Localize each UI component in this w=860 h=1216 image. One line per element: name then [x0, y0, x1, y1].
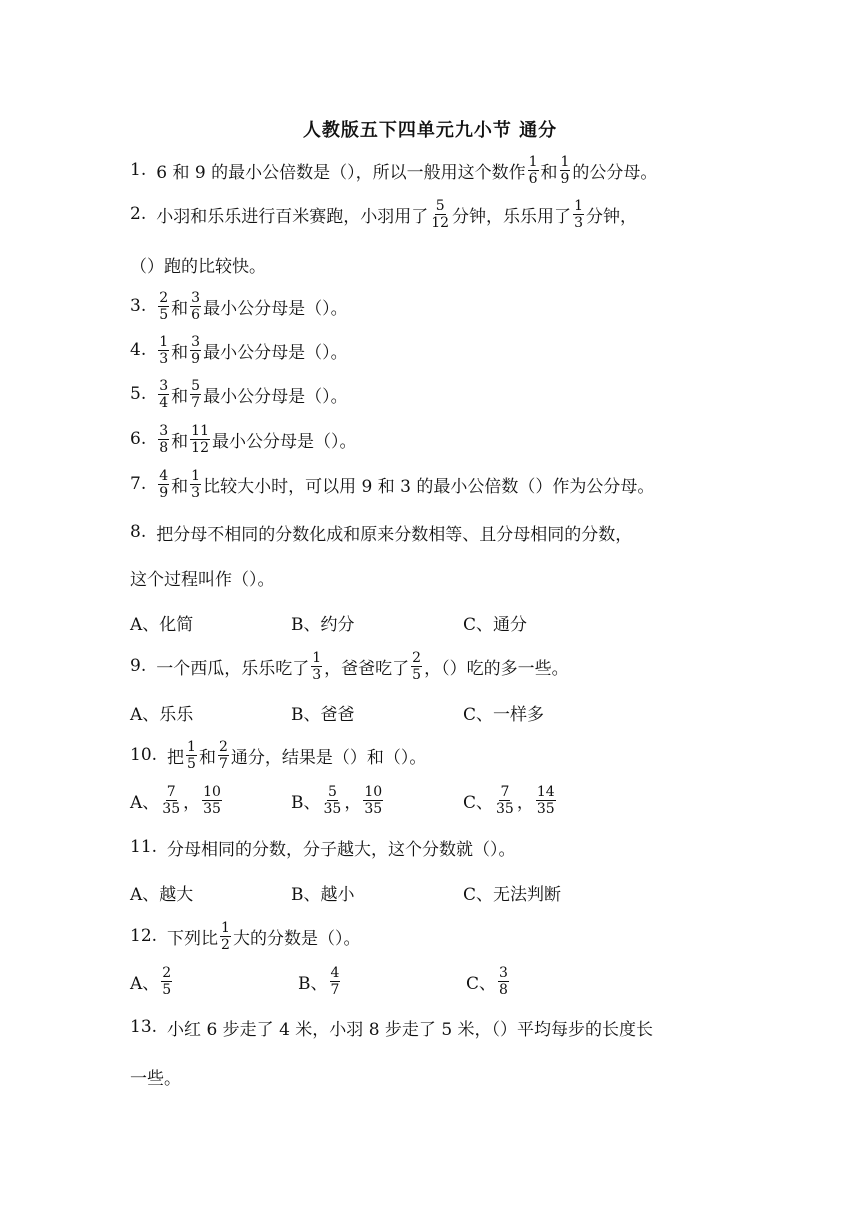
fraction: $\frac{14}{35}$	[536, 783, 555, 817]
fraction: $\frac{1}{3}$	[159, 333, 169, 367]
question-13-continuation: 一些。	[130, 1068, 181, 1089]
fraction: $\frac{1}{5}$	[187, 738, 196, 772]
option-a[interactable]: A、 $\frac{2}{5}$	[130, 964, 172, 998]
fraction: $\frac{1}{3}$	[312, 649, 322, 683]
fraction: $\frac{3}{8}$	[159, 422, 169, 456]
question-8-continuation: 这个过程叫作（）。	[130, 569, 275, 590]
fraction: $\frac{1}{2}$	[221, 919, 230, 953]
question-5: 5. $\frac{3}{4}$ 和 $\frac{5}{7}$ 最小公分母是（）。	[130, 377, 348, 411]
option-b[interactable]: B、约分	[291, 614, 355, 635]
question-2: 2. 小羽和乐乐进行百米赛跑，小羽用了 $\frac{5}{12}$ 分钟，乐乐用了 $\frac{1}{3}$ 分钟，	[130, 197, 637, 231]
question-4: 4. $\frac{1}{3}$ 和 $\frac{3}{9}$ 最小公分母是（）。	[130, 333, 348, 367]
option-c[interactable]: C、无法判断	[463, 884, 562, 905]
fraction: $\frac{3}{8}$	[499, 964, 508, 998]
option-c[interactable]: C、 $\frac{3}{8}$	[466, 964, 508, 998]
fraction: $\frac{1}{3}$	[191, 467, 201, 501]
option-b[interactable]: B、 $\frac{5}{35}$ ， $\frac{10}{35}$	[291, 783, 383, 817]
question-8: 8. 把分母不相同的分数化成和原来分数相等、且分母相同的分数，	[130, 522, 633, 545]
option-b[interactable]: B、 $\frac{4}{7}$	[298, 964, 340, 998]
question-11: 11. 分母相同的分数，分子越大，这个分数就（）。	[130, 837, 516, 860]
option-a[interactable]: A、乐乐	[130, 704, 194, 725]
question-9: 9. 一个西瓜，乐乐吃了 $\frac{1}{3}$ ，爸爸吃了 $\frac{2}{5}$ ，（）吃的多一些。	[130, 649, 569, 683]
fraction: $\frac{7}{35}$	[496, 783, 514, 817]
fraction: $\frac{7}{35}$	[162, 783, 181, 817]
fraction: $\frac{1}{9}$	[560, 153, 570, 187]
fraction: $\frac{10}{35}$	[203, 783, 221, 817]
option-a[interactable]: A、 $\frac{7}{35}$ ， $\frac{10}{35}$	[130, 783, 221, 817]
fraction: $\frac{5}{35}$	[323, 783, 342, 817]
fraction: $\frac{10}{35}$	[364, 783, 383, 817]
question-7: 7. $\frac{4}{9}$ 和 $\frac{1}{3}$ 比较大小时，可以用 9 和 3 的最小公倍数（）作为公分母。	[130, 467, 655, 501]
page-title: 人教版五下四单元九小节 通分	[302, 120, 558, 141]
question-1: 1. 6 和 9 的最小公倍数是（），所以一般用这个数作 $\frac{1}{6}$ 和 $\frac{1}{9}$ 的公分母。	[130, 153, 658, 187]
fraction: $\frac{11}{12}$	[191, 422, 209, 456]
fraction: $\frac{1}{6}$	[528, 153, 538, 187]
question-10: 10. 把 $\frac{1}{5}$ 和 $\frac{2}{7}$ 通分，结果是（）和（）。	[130, 738, 427, 772]
question-3: 3. $\frac{2}{5}$ 和 $\frac{3}{6}$ 最小公分母是（）。	[130, 289, 348, 323]
fraction: $\frac{3}{9}$	[191, 333, 201, 367]
option-b[interactable]: B、爸爸	[291, 704, 355, 725]
option-c[interactable]: C、一样多	[463, 704, 545, 725]
fraction: $\frac{3}{6}$	[191, 289, 201, 323]
option-c[interactable]: C、通分	[463, 614, 528, 635]
fraction: $\frac{3}{4}$	[159, 377, 169, 411]
fraction: $\frac{1}{3}$	[574, 197, 583, 231]
option-c[interactable]: C、 $\frac{7}{35}$ ， $\frac{14}{35}$	[463, 783, 555, 817]
option-a[interactable]: A、越大	[130, 884, 194, 905]
option-a[interactable]: A、化简	[130, 614, 194, 635]
question-6: 6. $\frac{3}{8}$ 和 $\frac{11}{12}$ 最小公分母是（）。	[130, 422, 357, 456]
fraction: $\frac{2}{5}$	[159, 289, 169, 323]
fraction: $\frac{4}{7}$	[330, 964, 340, 998]
fraction: $\frac{5}{7}$	[191, 377, 201, 411]
question-12: 12. 下列比 $\frac{1}{2}$ 大的分数是（）。	[130, 919, 361, 953]
fraction: $\frac{5}{12}$	[431, 197, 450, 231]
question-13: 13. 小红 6 步走了 4 米，小羽 8 步走了 5 米，（）平均每步的长度长	[130, 1017, 654, 1040]
fraction: $\frac{4}{9}$	[159, 467, 169, 501]
fraction: $\frac{2}{5}$	[412, 649, 422, 683]
option-b[interactable]: B、越小	[291, 884, 355, 905]
fraction: $\frac{2}{5}$	[162, 964, 172, 998]
fraction: $\frac{2}{7}$	[218, 738, 228, 772]
question-2-continuation: （）跑的比较快。	[130, 256, 266, 277]
